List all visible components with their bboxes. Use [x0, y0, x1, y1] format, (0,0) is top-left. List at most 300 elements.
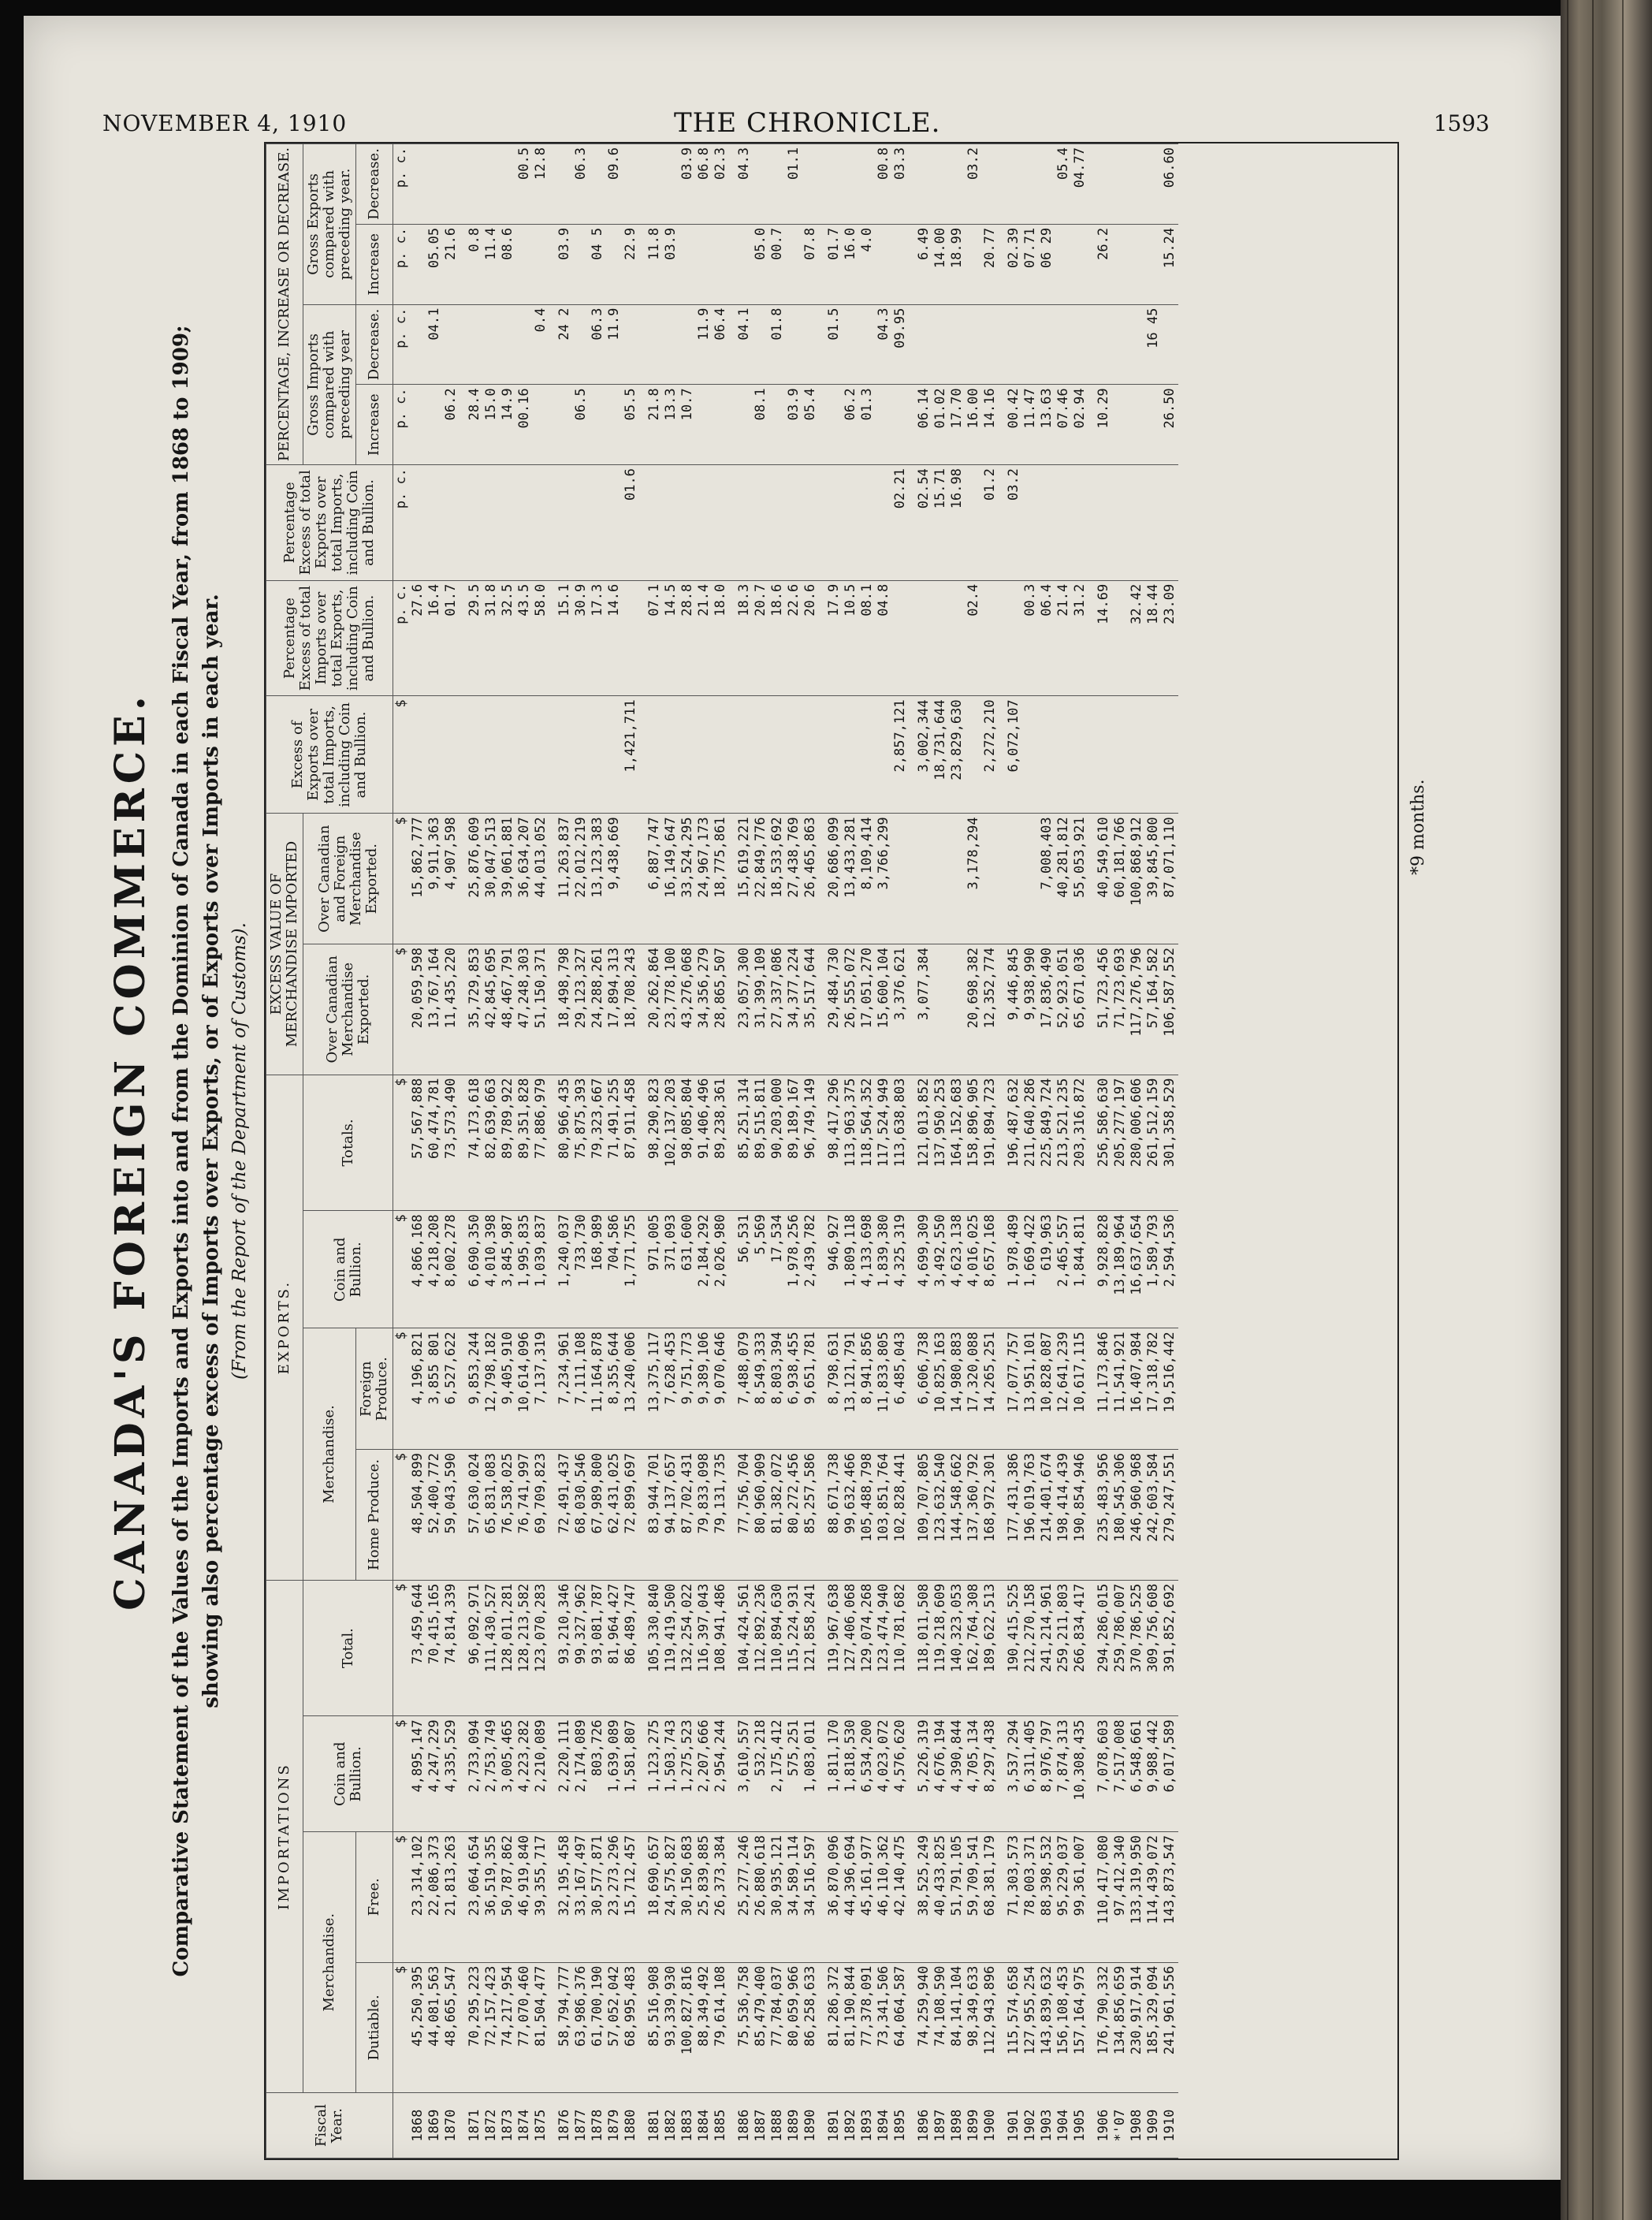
value-cell: 86,258,633: [802, 1962, 819, 2093]
header-free: Free.: [356, 1832, 393, 1963]
value-cell: 11,833,805: [876, 1328, 892, 1450]
value-cell: 44,396,694: [843, 1832, 859, 1963]
value-cell: 48,504,899: [410, 1450, 426, 1581]
value-cell: [467, 465, 483, 581]
value-cell: 17.3: [590, 580, 606, 696]
value-cell: [663, 304, 679, 385]
value-cell: 06.60: [1162, 144, 1178, 225]
value-cell: 25,839,885: [696, 1832, 713, 1963]
year-cell: 1899: [966, 2093, 982, 2159]
value-cell: 2,220,111: [556, 1716, 573, 1832]
value-cell: 23,064,654: [467, 1832, 483, 1963]
table-row: [786, 144, 802, 2159]
value-cell: 1,421,711: [623, 696, 639, 814]
value-cell: 15,712,457: [623, 1832, 639, 1963]
value-cell: [966, 696, 982, 814]
value-cell: 33,524,295: [679, 814, 696, 944]
value-cell: 4,010,398: [483, 1211, 500, 1328]
value-cell: [802, 696, 819, 814]
value-cell: [1022, 144, 1039, 225]
value-cell: 97,412,340: [1112, 1832, 1129, 1963]
value-cell: 8,297,438: [982, 1716, 999, 1832]
value-cell: 20,262,864: [646, 944, 663, 1075]
value-cell: 69,709,823: [533, 1450, 549, 1581]
value-cell: [1006, 580, 1022, 696]
table-row: [556, 144, 573, 2159]
value-cell: 29,484,730: [826, 944, 843, 1075]
table-row: [736, 144, 753, 2159]
value-cell: [696, 224, 713, 304]
value-cell: [556, 696, 573, 814]
value-cell: 18,498,798: [556, 944, 573, 1075]
value-cell: 10.5: [843, 580, 859, 696]
value-cell: 1,811,170: [826, 1716, 843, 1832]
value-cell: [646, 144, 663, 225]
value-cell: 23,057,300: [736, 944, 753, 1075]
value-cell: 18,533,692: [769, 814, 786, 944]
value-cell: [516, 696, 533, 814]
header-excess-exports: Excess of Exports over total Imports, including Coin and Bullion.: [266, 696, 393, 814]
value-cell: 10,308,435: [1072, 1716, 1088, 1832]
value-cell: 79,131,735: [713, 1450, 729, 1581]
value-cell: 06.4: [713, 304, 729, 385]
value-cell: [556, 465, 573, 581]
header-over-foreign: Over Canadian and Foreign Merchandise Exported.: [303, 814, 393, 944]
value-cell: [769, 696, 786, 814]
value-cell: [753, 304, 769, 385]
value-cell: [949, 304, 966, 385]
value-cell: [426, 696, 443, 814]
value-cell: [590, 144, 606, 225]
value-cell: 44,081,563: [426, 1962, 443, 2093]
value-cell: [713, 696, 729, 814]
value-cell: [786, 304, 802, 385]
value-cell: [1039, 696, 1055, 814]
value-cell: 4,390,844: [949, 1716, 966, 1832]
value-cell: 7,078,603: [1096, 1716, 1112, 1832]
value-cell: 128,011,281: [500, 1580, 516, 1716]
value-cell: 371,093: [663, 1211, 679, 1328]
table-row: [982, 144, 999, 2159]
value-cell: 1,581,807: [623, 1716, 639, 1832]
value-cell: 144,548,662: [949, 1450, 966, 1581]
value-cell: 102,137,203: [663, 1075, 679, 1211]
value-cell: 02.4: [966, 580, 982, 696]
year-cell: 1870: [443, 2093, 460, 2159]
year-cell: 1905: [1072, 2093, 1088, 2159]
value-cell: [533, 224, 549, 304]
value-cell: [663, 465, 679, 581]
value-cell: 13,767,164: [426, 944, 443, 1075]
value-cell: [606, 465, 623, 581]
value-cell: 36,870,096: [826, 1832, 843, 1963]
value-cell: 06.3: [573, 144, 590, 225]
value-cell: [573, 224, 590, 304]
value-cell: 9,928,828: [1096, 1211, 1112, 1328]
value-cell: 158,896,905: [966, 1075, 982, 1211]
value-cell: 57,164,582: [1145, 944, 1162, 1075]
table-row: [533, 144, 549, 2159]
value-cell: 71,723,693: [1112, 944, 1129, 1075]
table-row: [876, 144, 892, 2159]
value-cell: 157,164,975: [1072, 1962, 1088, 2093]
value-cell: 6,606,738: [916, 1328, 932, 1450]
value-cell: 06.3: [590, 304, 606, 385]
value-cell: 33,167,497: [573, 1832, 590, 1963]
value-cell: [1055, 696, 1072, 814]
value-cell: [949, 814, 966, 944]
value-cell: 23.09: [1162, 580, 1178, 696]
year-cell: 1877: [573, 2093, 590, 2159]
value-cell: 72,899,697: [623, 1450, 639, 1581]
header-import-total: Total.: [303, 1580, 393, 1716]
year-cell: 1896: [916, 2093, 932, 2159]
value-cell: 1,240,037: [556, 1211, 573, 1328]
unit-cell: $: [393, 696, 411, 814]
value-cell: [1112, 696, 1129, 814]
value-cell: 94,137,657: [663, 1450, 679, 1581]
year-cell: 1875: [533, 2093, 549, 2159]
value-cell: 46,110,362: [876, 1832, 892, 1963]
header-ge-decrease: Decrease.: [356, 144, 393, 225]
value-cell: 9,438,669: [606, 814, 623, 944]
value-cell: 04.3: [736, 144, 753, 225]
year-cell: 1894: [876, 2093, 892, 2159]
value-cell: [606, 696, 623, 814]
value-cell: 191,894,723: [982, 1075, 999, 1211]
year-cell: 1903: [1039, 2093, 1055, 2159]
value-cell: 65,831,083: [483, 1450, 500, 1581]
value-cell: 9,751,773: [679, 1328, 696, 1450]
value-cell: 73,341,506: [876, 1962, 892, 2093]
unit-cell: $: [393, 1328, 411, 1450]
value-cell: [516, 224, 533, 304]
value-cell: 01.7: [443, 580, 460, 696]
value-cell: [843, 144, 859, 225]
value-cell: [916, 580, 932, 696]
value-cell: 8,657,168: [982, 1211, 999, 1328]
value-cell: 86,489,747: [623, 1580, 639, 1716]
value-cell: 76,538,025: [500, 1450, 516, 1581]
value-cell: [1022, 465, 1039, 581]
value-cell: 129,074,268: [859, 1580, 876, 1716]
value-cell: 17.9: [826, 580, 843, 696]
value-cell: 64,064,587: [892, 1962, 909, 2093]
value-cell: 3,845,987: [500, 1211, 516, 1328]
value-cell: 25,876,609: [467, 814, 483, 944]
value-cell: [1006, 304, 1022, 385]
table-row: [753, 144, 769, 2159]
value-cell: [1112, 144, 1129, 225]
value-cell: 18,731,644: [932, 696, 949, 814]
value-cell: 9,651,781: [802, 1328, 819, 1450]
value-cell: [966, 224, 982, 304]
value-cell: 8,002,278: [443, 1211, 460, 1328]
value-cell: 8,355,644: [606, 1328, 623, 1450]
value-cell: 36,634,207: [516, 814, 533, 944]
value-cell: [426, 465, 443, 581]
year-cell: 1892: [843, 2093, 859, 2159]
value-cell: 259,786,007: [1112, 1580, 1129, 1716]
value-cell: 32.42: [1129, 580, 1145, 696]
value-cell: 36,519,355: [483, 1832, 500, 1963]
unit-cell: p. c.: [393, 465, 411, 581]
value-cell: [646, 304, 663, 385]
value-cell: 00.3: [1022, 580, 1039, 696]
table-row: [949, 144, 966, 2159]
value-cell: 01.7: [826, 224, 843, 304]
value-cell: 3,002,344: [916, 696, 932, 814]
value-cell: 241,214,961: [1039, 1580, 1055, 1716]
value-cell: 102,828,441: [892, 1450, 909, 1581]
value-cell: 132,254,022: [679, 1580, 696, 1716]
header-exports: EXPORTS.: [266, 1075, 303, 1580]
table-row: [483, 144, 500, 2159]
value-cell: 68,381,179: [982, 1832, 999, 1963]
value-cell: [1129, 144, 1145, 225]
value-cell: 127,955,254: [1022, 1962, 1039, 2093]
value-cell: 110,417,080: [1096, 1832, 1112, 1963]
value-cell: 18,708,243: [623, 944, 639, 1075]
value-cell: 78,003,371: [1022, 1832, 1039, 1963]
table-row: [1112, 144, 1129, 2159]
value-cell: 1,995,835: [516, 1211, 533, 1328]
year-cell: 1868: [410, 2093, 426, 2159]
value-cell: 15,600,104: [876, 944, 892, 1075]
value-cell: [753, 696, 769, 814]
value-cell: 23,314,102: [410, 1832, 426, 1963]
value-cell: 84,141,104: [949, 1962, 966, 2093]
value-cell: [410, 696, 426, 814]
value-cell: 32.5: [500, 580, 516, 696]
header-import-coin: Coin and Bullion.: [303, 1716, 393, 1832]
value-cell: 10,614,096: [516, 1328, 533, 1450]
value-cell: 74,814,339: [443, 1580, 460, 1716]
value-cell: [859, 304, 876, 385]
table-row: [859, 144, 876, 2159]
value-cell: 57,052,042: [606, 1962, 623, 2093]
value-cell: 1,839,380: [876, 1211, 892, 1328]
value-cell: 12,352,774: [982, 944, 999, 1075]
value-cell: [500, 465, 516, 581]
value-cell: [696, 465, 713, 581]
value-cell: 391,852,692: [1162, 1580, 1178, 1716]
value-cell: 211,640,286: [1022, 1075, 1039, 1211]
value-cell: 05.5: [623, 385, 639, 465]
year-cell: 1884: [696, 2093, 713, 2159]
header-export-totals: Totals.: [303, 1075, 393, 1211]
value-cell: [410, 144, 426, 225]
value-cell: 4,576,620: [892, 1716, 909, 1832]
value-cell: 79,614,108: [713, 1962, 729, 2093]
value-cell: 93,210,346: [556, 1580, 573, 1716]
value-cell: 3,855 801: [426, 1328, 443, 1450]
value-cell: 103,851,764: [876, 1450, 892, 1581]
value-cell: 03.9: [556, 224, 573, 304]
value-cell: [663, 144, 679, 225]
unit-cell: $: [393, 1962, 411, 2093]
value-cell: 06.4: [1039, 580, 1055, 696]
value-cell: 4,866,168: [410, 1211, 426, 1328]
table-row: [426, 144, 443, 2159]
value-cell: 14.16: [982, 385, 999, 465]
value-cell: 2,210,089: [533, 1716, 549, 1832]
value-cell: [826, 144, 843, 225]
value-cell: 52,923,051: [1055, 944, 1072, 1075]
value-cell: [516, 465, 533, 581]
value-cell: 44,013,052: [533, 814, 549, 944]
value-cell: 1,503,743: [663, 1716, 679, 1832]
value-cell: 81,382,072: [769, 1450, 786, 1581]
table-row: [443, 144, 460, 2159]
year-cell: 1883: [679, 2093, 696, 2159]
value-cell: [1145, 385, 1162, 465]
value-cell: 67,989,800: [590, 1450, 606, 1581]
value-cell: 803,726: [590, 1716, 606, 1832]
table-row: [1129, 144, 1145, 2159]
year-cell: *'07: [1112, 2093, 1129, 2159]
header-gi-decrease: Decrease.: [356, 304, 393, 385]
value-cell: [859, 465, 876, 581]
value-cell: [859, 144, 876, 225]
value-cell: 14.00: [932, 224, 949, 304]
value-cell: 15.1: [556, 580, 573, 696]
table-row: [1006, 144, 1022, 2159]
value-cell: 20,059,598: [410, 944, 426, 1075]
value-cell: 176,790,332: [1096, 1962, 1112, 2093]
value-cell: [1096, 696, 1112, 814]
value-cell: 13,123,383: [590, 814, 606, 944]
value-cell: 1,669,422: [1022, 1211, 1039, 1328]
value-cell: 6,690,350: [467, 1211, 483, 1328]
value-cell: 108,941,486: [713, 1580, 729, 1716]
value-cell: 134,856,659: [1112, 1962, 1129, 2093]
value-cell: [623, 814, 639, 944]
unit-cell: $: [393, 1832, 411, 1963]
value-cell: [1096, 144, 1112, 225]
value-cell: 65,671,036: [1072, 944, 1088, 1075]
table-row: [606, 144, 623, 2159]
value-cell: [1145, 144, 1162, 225]
value-cell: 17.70: [949, 385, 966, 465]
value-cell: 90,203,000: [769, 1075, 786, 1211]
value-cell: 08.1: [753, 385, 769, 465]
value-cell: 10,617,115: [1072, 1328, 1088, 1450]
value-cell: [410, 304, 426, 385]
value-cell: [533, 465, 549, 581]
value-cell: 03.9: [679, 144, 696, 225]
value-cell: 123,474,940: [876, 1580, 892, 1716]
value-cell: 99,632,466: [843, 1450, 859, 1581]
value-cell: 13,951,101: [1022, 1328, 1039, 1450]
value-cell: [410, 224, 426, 304]
value-cell: 39,061,881: [500, 814, 516, 944]
value-cell: 00.42: [1006, 385, 1022, 465]
value-cell: 9,911,363: [426, 814, 443, 944]
value-cell: 26,555,072: [843, 944, 859, 1075]
value-cell: [1096, 304, 1112, 385]
value-cell: 38,525,249: [916, 1832, 932, 1963]
value-cell: 09.6: [606, 144, 623, 225]
value-cell: 3,610,557: [736, 1716, 753, 1832]
value-cell: 05.4: [1055, 144, 1072, 225]
value-cell: 261,512,159: [1145, 1075, 1162, 1211]
value-cell: 51,150,371: [533, 944, 549, 1075]
value-cell: 180,545,306: [1112, 1450, 1129, 1581]
value-cell: 225,849,724: [1039, 1075, 1055, 1211]
header-foreign-produce: Foreign Produce.: [356, 1328, 393, 1450]
table-row: [932, 144, 949, 2159]
value-cell: 57,630,024: [467, 1450, 483, 1581]
header-fiscal-year: Fiscal Year.: [266, 2093, 393, 2159]
value-cell: 24,575,827: [663, 1832, 679, 1963]
value-cell: [1145, 224, 1162, 304]
table-row: [696, 144, 713, 2159]
value-cell: 212,270,158: [1022, 1580, 1039, 1716]
table-row: [590, 144, 606, 2159]
value-cell: 137,950,253: [932, 1075, 949, 1211]
value-cell: 30,150,683: [679, 1832, 696, 1963]
value-cell: [1112, 224, 1129, 304]
value-cell: 115,574,658: [1006, 1962, 1022, 2093]
value-cell: 16,637,654: [1129, 1211, 1145, 1328]
value-cell: 26,880,618: [753, 1832, 769, 1963]
value-cell: [713, 465, 729, 581]
value-cell: 04.1: [736, 304, 753, 385]
value-cell: 9,446,845: [1006, 944, 1022, 1075]
value-cell: 133,319,950: [1129, 1832, 1145, 1963]
value-cell: 4,325,319: [892, 1211, 909, 1328]
value-cell: 05.0: [753, 224, 769, 304]
value-cell: 121,858,241: [802, 1580, 819, 1716]
value-cell: 34,516,597: [802, 1832, 819, 1963]
value-cell: [1096, 465, 1112, 581]
value-cell: 01.1: [786, 144, 802, 225]
value-cell: 128,213,582: [516, 1580, 533, 1716]
value-cell: 16.00: [966, 385, 982, 465]
value-cell: 619,963: [1039, 1211, 1055, 1328]
value-cell: 1,039,837: [533, 1211, 549, 1328]
year-cell: 1876: [556, 2093, 573, 2159]
value-cell: [590, 465, 606, 581]
value-cell: [932, 144, 949, 225]
value-cell: 73,573,490: [443, 1075, 460, 1211]
value-cell: 02.21: [892, 465, 909, 581]
value-cell: [982, 304, 999, 385]
year-cell: 1871: [467, 2093, 483, 2159]
value-cell: 62,431,025: [606, 1450, 623, 1581]
value-cell: 3,005,465: [500, 1716, 516, 1832]
value-cell: [859, 696, 876, 814]
value-cell: 91,406,496: [696, 1075, 713, 1211]
value-cell: [1072, 224, 1088, 304]
value-cell: 16,149,647: [663, 814, 679, 944]
value-cell: [1129, 304, 1145, 385]
value-cell: 18.0: [713, 580, 729, 696]
value-cell: 87,702,431: [679, 1450, 696, 1581]
value-cell: 18,690,657: [646, 1832, 663, 1963]
value-cell: 85,516,908: [646, 1962, 663, 2093]
value-cell: 5,226,319: [916, 1716, 932, 1832]
value-cell: 04.3: [876, 304, 892, 385]
value-cell: 89,789,922: [500, 1075, 516, 1211]
value-cell: [966, 304, 982, 385]
value-cell: 16.4: [426, 580, 443, 696]
value-cell: [932, 814, 949, 944]
value-cell: [1145, 465, 1162, 581]
value-cell: 156,108,453: [1055, 1962, 1072, 2093]
value-cell: 7,111,108: [573, 1328, 590, 1450]
